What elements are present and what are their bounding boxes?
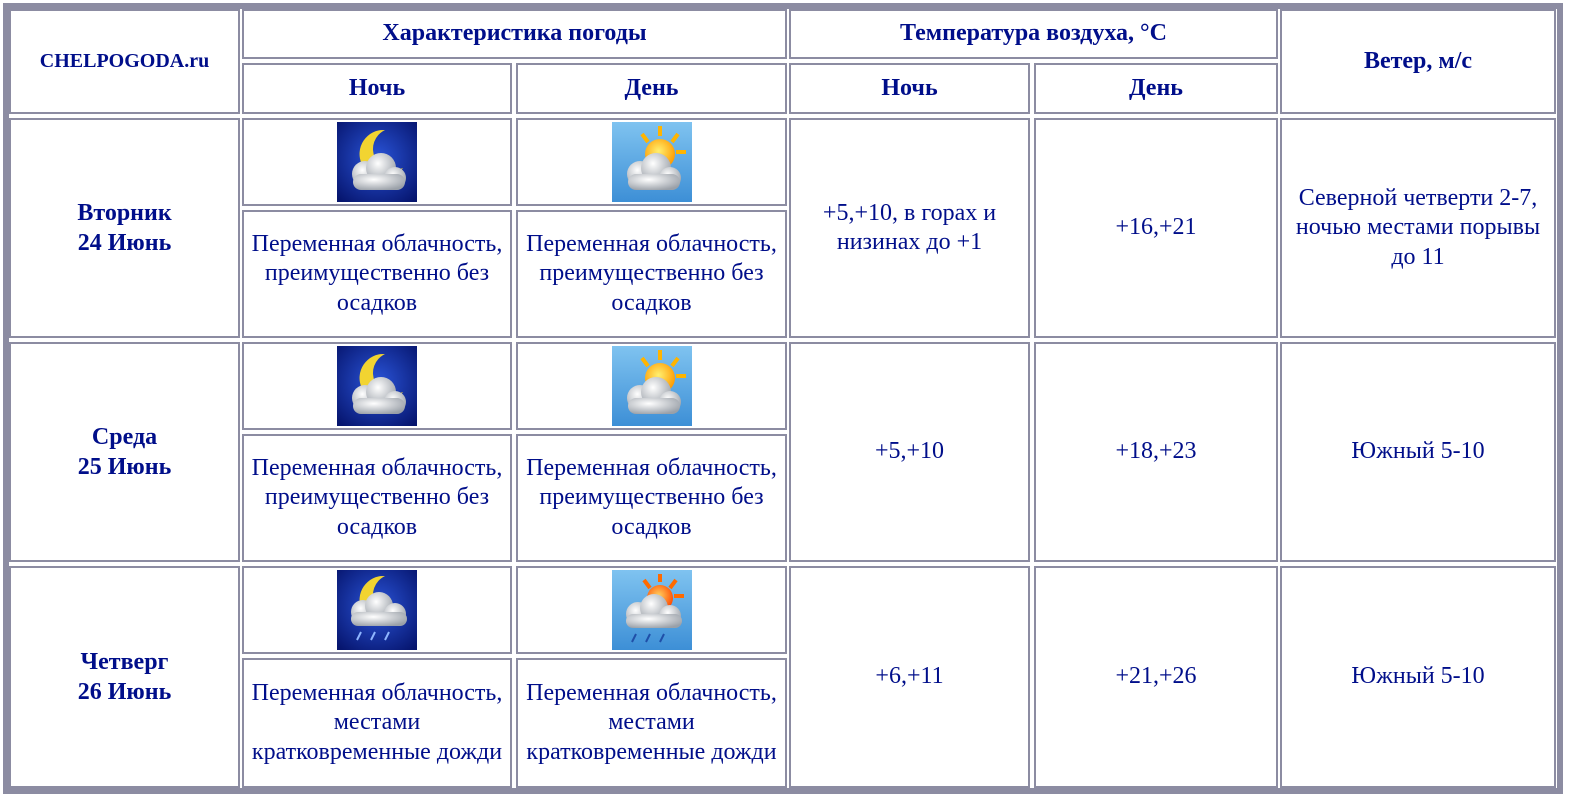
temperature-label: Температура воздуха, °C bbox=[900, 20, 1167, 47]
weather-night-header bbox=[242, 63, 512, 114]
site-name-cell bbox=[9, 9, 240, 114]
day-description: Переменная облачность, преимущественно без осадков bbox=[526, 455, 777, 540]
temperature-header bbox=[789, 9, 1278, 59]
night-description-cell bbox=[242, 434, 512, 562]
night-icon-cell bbox=[242, 118, 512, 206]
day-cell bbox=[9, 566, 240, 788]
day-label: День bbox=[624, 74, 679, 101]
temp-night-cell bbox=[789, 566, 1030, 788]
moon-cloud-icon bbox=[337, 346, 417, 426]
weather-char-label: Характеристика погоды bbox=[382, 20, 647, 47]
day-icon-cell bbox=[516, 342, 787, 430]
weather-day-header bbox=[516, 63, 787, 114]
forecast-table-frame bbox=[3, 3, 1563, 794]
moon-cloud-icon bbox=[337, 122, 417, 202]
temp-day-value: +18,+23 bbox=[1115, 438, 1197, 465]
moon-cloud-rain-icon bbox=[337, 570, 417, 650]
temp-day-value: +21,+26 bbox=[1115, 663, 1197, 690]
night-description: Переменная облачность, преимущественно без осадков bbox=[251, 231, 503, 316]
weekday: Среда bbox=[91, 424, 158, 450]
temp-night-value: +5,+10 bbox=[874, 438, 945, 465]
forecast-table bbox=[9, 9, 1557, 788]
wind-cell bbox=[1280, 118, 1556, 338]
sun-cloud-icon bbox=[612, 346, 692, 426]
date: 24 Июнь bbox=[77, 230, 172, 256]
date: 26 Июнь bbox=[77, 679, 172, 705]
day-icon-cell bbox=[516, 566, 787, 654]
weather-char-header bbox=[242, 9, 787, 59]
sun-cloud-rain-icon bbox=[612, 570, 692, 650]
day-description-cell bbox=[516, 658, 787, 788]
day-description-cell bbox=[516, 434, 787, 562]
night-label: Ночь bbox=[348, 74, 406, 101]
weekday: Вторник bbox=[77, 200, 172, 226]
day-description: Переменная облачность, преимущественно без осадков bbox=[526, 231, 777, 316]
wind-header bbox=[1280, 9, 1556, 114]
sun-cloud-icon bbox=[612, 122, 692, 202]
day-cell bbox=[9, 118, 240, 338]
site-name: CHELPOGODA.ru bbox=[39, 50, 210, 72]
night-description: Переменная облачность, преимущественно без осадков bbox=[251, 455, 503, 540]
wind-value: Северной четверти 2-7, ночью местами порывы до 11 bbox=[1295, 185, 1541, 270]
night-description-cell bbox=[242, 658, 512, 788]
night-label: Ночь bbox=[881, 74, 938, 101]
night-description-cell bbox=[242, 210, 512, 338]
day-description-cell bbox=[516, 210, 787, 338]
temp-day-cell bbox=[1034, 566, 1278, 788]
temp-day-cell bbox=[1034, 342, 1278, 562]
wind-value: Южный 5-10 bbox=[1351, 438, 1485, 465]
day-label: День bbox=[1129, 74, 1183, 101]
date: 25 Июнь bbox=[77, 454, 172, 480]
temp-night-value: +5,+10, в горах и низинах до +1 bbox=[822, 199, 997, 255]
night-description: Переменная облачность, местами кратковременные дожди bbox=[251, 680, 503, 765]
day-cell bbox=[9, 342, 240, 562]
night-icon-cell bbox=[242, 342, 512, 430]
night-icon-cell bbox=[242, 566, 512, 654]
temp-day-value: +16,+21 bbox=[1115, 214, 1197, 241]
temp-day-header bbox=[1034, 63, 1278, 114]
wind-value: Южный 5-10 bbox=[1351, 663, 1485, 690]
wind-cell bbox=[1280, 342, 1556, 562]
wind-label: Ветер, м/с bbox=[1363, 47, 1473, 74]
temp-night-cell bbox=[789, 342, 1030, 562]
temp-night-cell bbox=[789, 118, 1030, 338]
temp-day-cell bbox=[1034, 118, 1278, 338]
day-icon-cell bbox=[516, 118, 787, 206]
day-description: Переменная облачность, местами кратковременные дожди bbox=[526, 680, 777, 765]
weekday: Четверг bbox=[80, 649, 169, 675]
temp-night-value: +6,+11 bbox=[875, 663, 944, 690]
temp-night-header bbox=[789, 63, 1030, 114]
wind-cell bbox=[1280, 566, 1556, 788]
